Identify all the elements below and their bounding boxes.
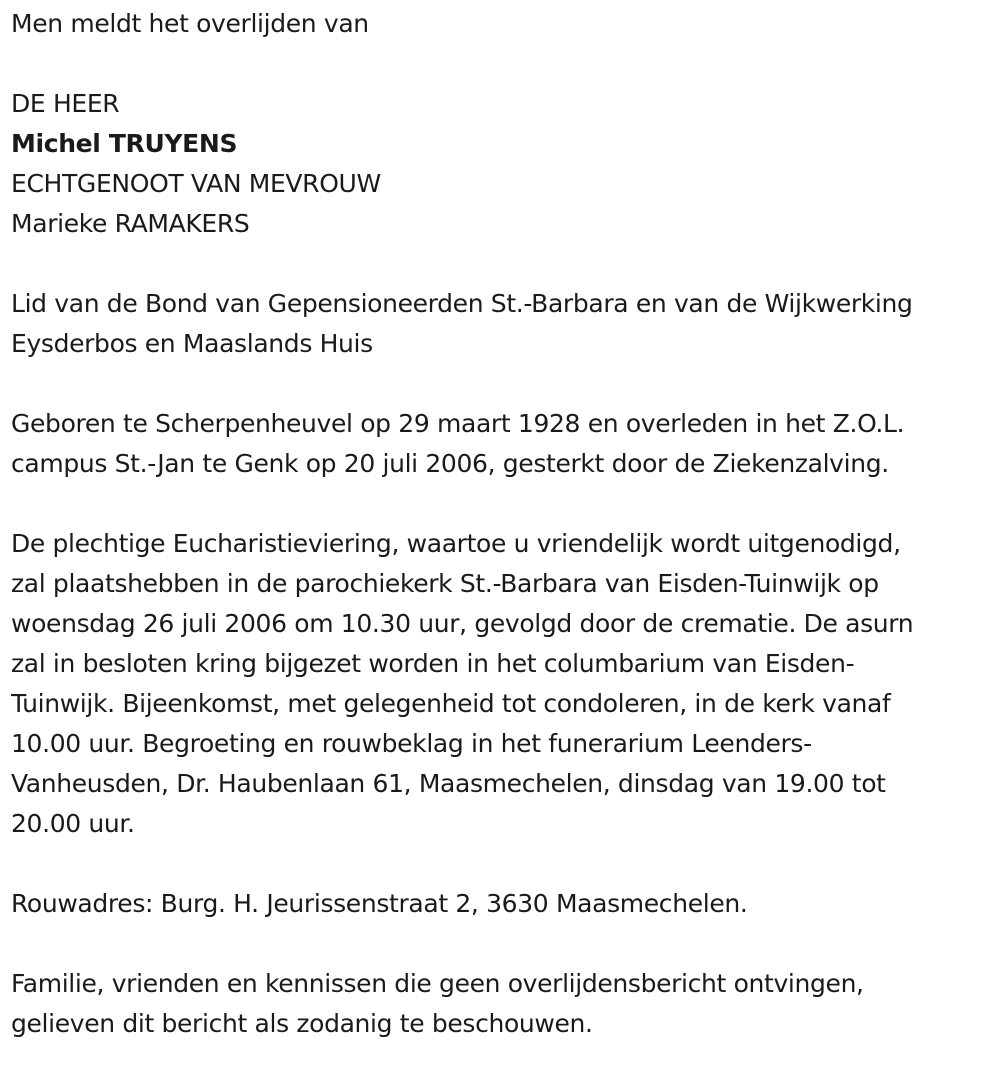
ceremony-line: De plechtige Eucharistieviering, waartoe u vriendelijk wordt uitgenodigd, <box>11 529 901 558</box>
spacer <box>11 484 1000 524</box>
birth-death-paragraph <box>11 404 1000 484</box>
ceremony-line: woensdag 26 juli 2006 om 10.30 uur, gevolgd door de crematie. De asurn <box>11 609 914 638</box>
closing-paragraph <box>11 964 1000 1044</box>
ceremony-line: 10.00 uur. Begroeting en rouwbeklag in het funerarium Leenders- <box>11 729 812 758</box>
closing-line: Familie, vrienden en kennissen die geen overlijdensbericht ontvingen, <box>11 969 864 998</box>
intro-text: Men meldt het overlijden van <box>11 9 369 38</box>
membership-paragraph <box>11 284 1000 364</box>
spacer <box>11 364 1000 404</box>
spacer <box>11 44 1000 84</box>
closing-line: gelieven dit bericht als zodanig te beschouwen. <box>11 1009 593 1038</box>
ceremony-line: 20.00 uur. <box>11 809 135 838</box>
ceremony-line: zal in besloten kring bijgezet worden in het columbarium van Eisden- <box>11 649 855 678</box>
ceremony-line: Vanheusden, Dr. Haubenlaan 61, Maasmechelen, dinsdag van 19.00 tot <box>11 769 886 798</box>
ceremony-line: zal plaatshebben in de parochiekerk St.-Barbara van Eisden-Tuinwijk op <box>11 569 879 598</box>
mourning-address: Rouwadres: Burg. H. Jeurissenstraat 2, 3630 Maasmechelen. <box>11 889 748 918</box>
deceased-name: Michel TRUYENS <box>11 129 238 158</box>
ceremony-line: Tuinwijk. Bijeenkomst, met gelegenheid tot condoleren, in de kerk vanaf <box>11 689 891 718</box>
membership-line: Eysderbos en Maaslands Huis <box>11 329 373 358</box>
spouse-name: Marieke RAMAKERS <box>11 209 250 238</box>
spouse-label: ECHTGENOOT VAN MEVROUW <box>11 169 381 198</box>
birth-death-line: Geboren te Scherpenheuvel op 29 maart 1928 en overleden in het Z.O.L. <box>11 409 905 438</box>
spacer <box>11 844 1000 884</box>
ceremony-paragraph <box>11 524 1000 844</box>
spacer <box>11 924 1000 964</box>
spacer <box>11 244 1000 284</box>
birth-death-line: campus St.-Jan te Genk op 20 juli 2006, gesterkt door de Ziekenzalving. <box>11 449 889 478</box>
honorific: DE HEER <box>11 89 120 118</box>
membership-line: Lid van de Bond van Gepensioneerden St.-Barbara en van de Wijkwerking <box>11 289 913 318</box>
